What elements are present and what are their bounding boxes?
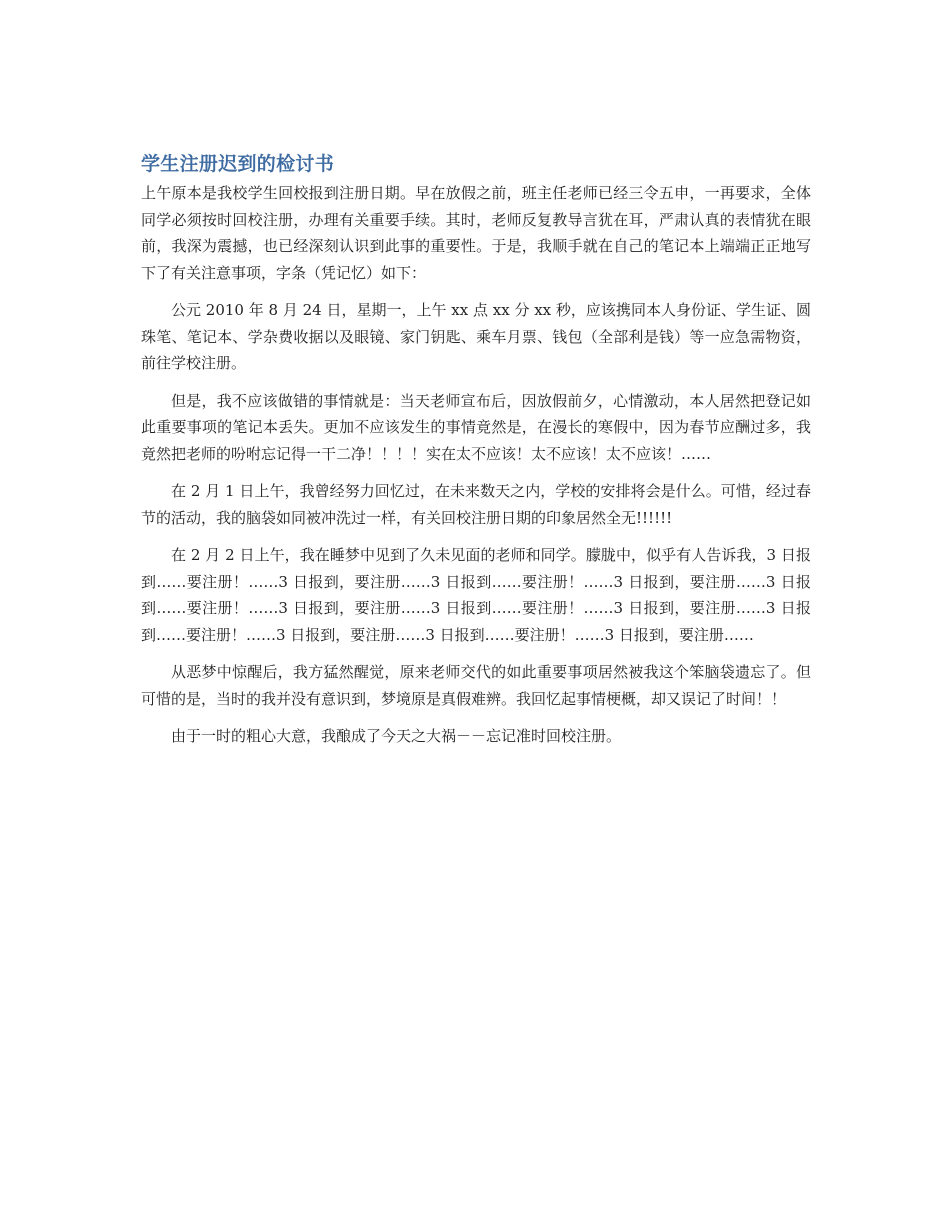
paragraph-mistake: 但是，我不应该做错的事情就是：当天老师宣布后，因放假前夕，心情激动，本人居然把登记如此重要事项的笔记本丢失。更加不应该发生的事情竟然是，在漫长的寒假中，因为春节应酬过多，我竟然把老师的吩咐忘记得一干二净！！！！实在太不应该！太不应该！太不应该！……	[141, 391, 811, 463]
paragraph-dream: 在 2 月 2 日上午，我在睡梦中见到了久未见面的老师和同学。朦胧中，似乎有人告诉我，3 日报到……要注册！……3 日报到，要注册……3 日报到……要注册！……3 日报到，要注册……3 日报到……要注册！……3 日报到，要注册……3 日报到……要注册！……3 日报到，要注册……3 日报到……要注册！……3 日报到，要注册……3 日报到……要注册！……3 日报到，要注册……	[141, 546, 811, 644]
paragraph-conclusion: 由于一时的粗心大意，我酿成了今天之大祸－－忘记准时回校注册。	[171, 727, 622, 745]
paragraph-note: 公元 2010 年 8 月 24 日，星期一，上午 xx 点 xx 分 xx 秒，应该携同本人身份证、学生证、圆珠笔、笔记本、学杂费收据以及眼镜、家门钥匙、乘车月票、钱包（全部利是钱）等一应急需物资，前往学校注册。	[141, 301, 811, 372]
paragraph-intro: 上午原本是我校学生回校报到注册日期。早在放假之前，班主任老师已经三令五申，一再要求，全体同学必须按时回校注册，办理有关重要手续。其时，老师反复教导言犹在耳，严肃认真的表情犹在眼前，我深为震撼，也已经深刻认识到此事的重要性。于是，我顺手就在自己的笔记本上端端正正地写下了有关注意事项，字条（凭记忆）如下：	[141, 184, 811, 282]
document-title: 学生注册迟到的检讨书	[141, 153, 335, 175]
document-body	[141, 150, 811, 761]
paragraph-recall: 在 2 月 1 日上午，我曾经努力回忆过，在未来数天之内，学校的安排将会是什么。可惜，经过春节的活动，我的脑袋如同被冲洗过一样，有关回校注册日期的印象居然全无!!!!!!	[141, 482, 811, 527]
paragraph-awake: 从恶梦中惊醒后，我方猛然醒觉，原来老师交代的如此重要事项居然被我这个笨脑袋遗忘了。但可惜的是，当时的我并没有意识到，梦境原是真假难辨。我回忆起事情梗概，却又误记了时间！！	[141, 663, 811, 708]
